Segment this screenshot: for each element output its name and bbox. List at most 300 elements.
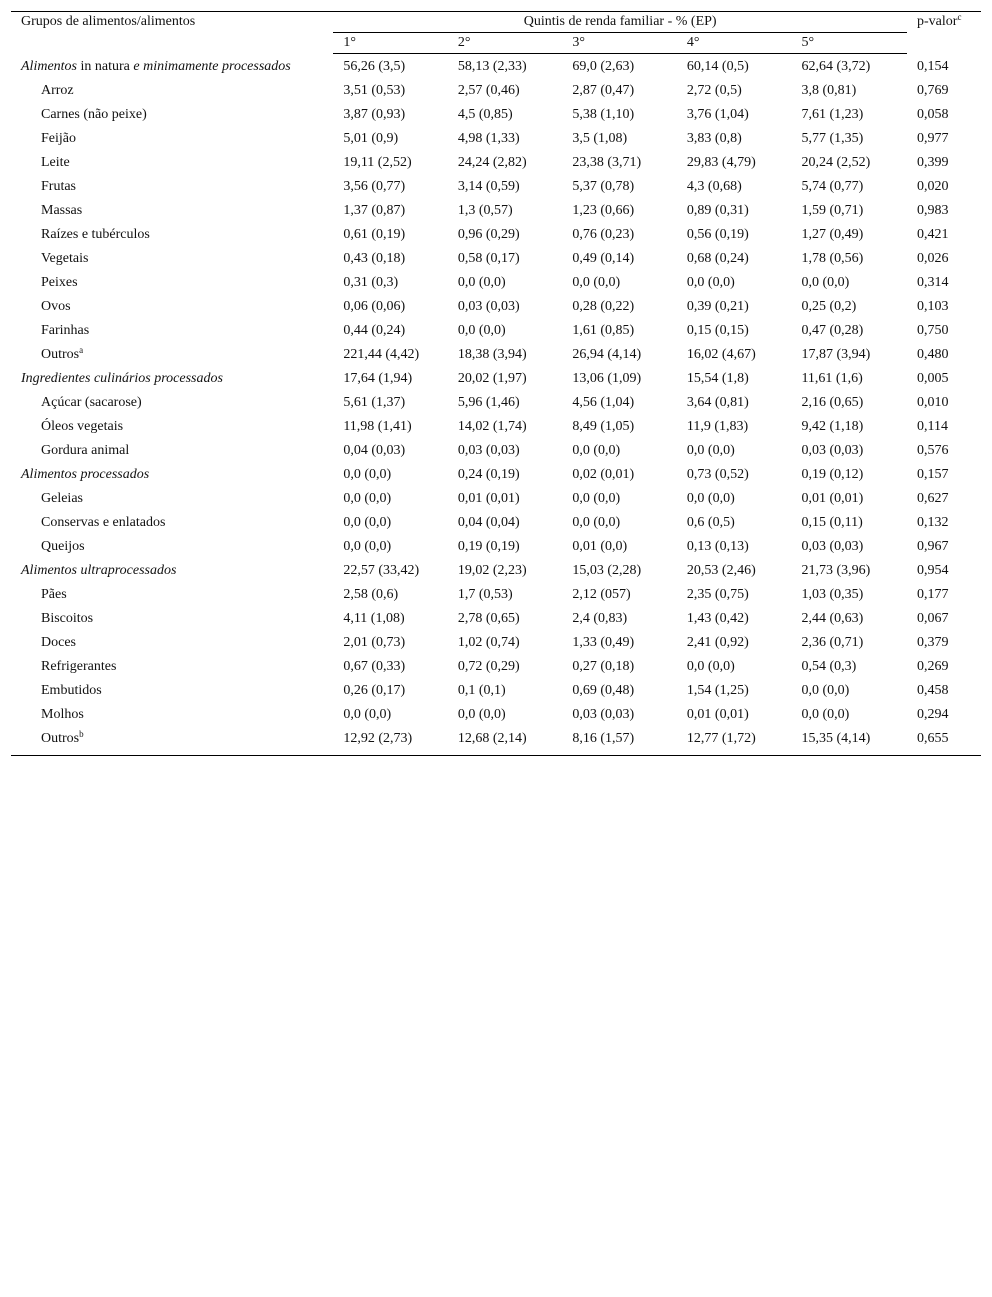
food-label [11,607,333,631]
cell-value: 8,49 (1,05) [572,419,635,434]
quintile-4-cell [677,199,792,223]
pvalue-cell: 0,269 [917,659,949,674]
table-row [11,487,981,511]
pvalue-cell: 0,379 [917,635,949,650]
quintile-2-cell [448,535,563,559]
cell-value: 2,72 (0,5) [686,83,742,98]
cell-value: 20,24 (2,52) [801,155,871,170]
food-label [11,127,333,151]
cell-value: 4,56 (1,04) [572,395,635,410]
cell-value: 0,49 (0,14) [572,251,635,266]
quintile-2-cell [448,54,563,80]
group-label-part: in natura [77,58,134,74]
food-label-text: Óleos vegetais [41,419,124,434]
quintile-1-cell [333,607,448,631]
table-row [11,439,981,463]
cell-value: 1,3 (0,57) [457,203,513,218]
cell-value: 0,0 (0,0) [801,707,850,722]
quintile-4-cell [677,535,792,559]
quintile-3-cell [562,247,677,271]
quintile-1-cell [333,391,448,415]
table-row [11,127,981,151]
pvalue-cell: 0,627 [917,491,949,506]
pvalue-cell: 0,020 [917,179,949,194]
quintile-5-cell [791,271,907,295]
quintile-2-cell [448,487,563,511]
quintile-4-cell [677,391,792,415]
cell-value: 5,01 (0,9) [343,131,399,146]
quintile-3-cell [562,559,677,583]
cell-value: 19,11 (2,52) [343,155,412,170]
food-label-text: Conservas e enlatados [41,515,166,530]
cell-value: 0,0 (0,0) [572,443,621,458]
quintile-4-cell [677,367,792,391]
pvalue-cell: 0,177 [917,587,949,602]
group-label [11,54,333,80]
cell-value: 2,78 (0,65) [457,611,520,626]
quintile-2-cell [448,511,563,535]
food-label-text: Doces [41,635,76,650]
quintile-2-cell [448,391,563,415]
group-label: Ingredientes culinários processados [21,371,223,386]
footnote-marker: a [79,345,84,355]
cell-value: 4,11 (1,08) [343,611,405,626]
pvalue-cell: 0,132 [917,515,949,530]
cell-value: 0,28 (0,22) [572,299,635,314]
cell-value: 4,5 (0,85) [457,107,513,122]
quintile-2-cell [448,727,563,756]
cell-value: 0,15 (0,11) [801,515,863,530]
food-label-text: Pães [41,587,67,602]
cell-value: 13,06 (1,09) [572,371,642,386]
quintile-1-cell [333,343,448,367]
table-row [11,607,981,631]
quintile-4-cell [677,247,792,271]
cell-value: 60,14 (0,5) [686,59,749,74]
food-label-text: Frutas [41,179,76,194]
pvalue-cell: 0,480 [917,347,949,362]
quintile-2-cell [448,607,563,631]
cell-value: 0,43 (0,18) [343,251,406,266]
quintile-4-cell [677,271,792,295]
quintile-4-cell [677,223,792,247]
cell-value: 2,58 (0,6) [343,587,399,602]
cell-value: 56,26 (3,5) [343,59,406,74]
food-label [11,703,333,727]
cell-value: 26,94 (4,14) [572,347,642,362]
cell-value: 5,77 (1,35) [801,131,864,146]
food-label [11,439,333,463]
pvalue-cell: 0,769 [917,83,949,98]
cell-value: 15,35 (4,14) [801,731,871,746]
quintile-3-cell [562,199,677,223]
table-row [11,631,981,655]
cell-value: 5,74 (0,77) [801,179,864,194]
cell-value: 0,68 (0,24) [686,251,749,266]
food-label-text: Molhos [41,707,84,722]
food-label-text: Farinhas [41,323,90,338]
quintile-1-cell [333,247,448,271]
food-label [11,151,333,175]
cell-value: 5,38 (1,10) [572,107,635,122]
quintile-1-cell [333,655,448,679]
food-label [11,727,333,756]
pvalue-cell: 0,967 [917,539,949,554]
food-label-text: Outros [41,731,80,746]
group-label: Alimentos ultraprocessados [21,563,177,578]
cell-value: 18,38 (3,94) [457,347,527,362]
pvalue-cell: 0,005 [917,371,949,386]
pvalue-cell: 0,655 [907,727,981,756]
quintile-4-cell [677,631,792,655]
food-label [11,679,333,703]
quintile-5-cell [791,703,907,727]
quintile-2-cell [448,655,563,679]
table-row [11,655,981,679]
quintile-5-cell [791,175,907,199]
quintile-4-cell [677,655,792,679]
group-label: Alimentos processados [21,467,150,482]
quintile-1-cell [333,631,448,655]
cell-value: 3,56 (0,77) [343,179,406,194]
cell-value: 0,58 (0,17) [457,251,520,266]
table-row [11,727,981,756]
food-label-text: Outros [41,347,80,362]
quintile-3-cell [562,367,677,391]
cell-value: 0,0 (0,0) [686,659,735,674]
cell-value: 0,0 (0,0) [343,491,392,506]
cell-value: 0,0 (0,0) [343,515,392,530]
quintile-2-cell [448,463,563,487]
quintile-2-cell [448,367,563,391]
quintile-4-cell [677,679,792,703]
header-income-quintiles: Quintis de renda familiar - % (EP) [333,12,907,33]
quintile-5-cell [791,607,907,631]
quintile-5-cell [791,247,907,271]
pvalue-cell: 0,314 [917,275,949,290]
cell-value: 0,01 (0,01) [686,707,749,722]
table-row [11,199,981,223]
quintile-5-cell [791,343,907,367]
quintile-3-cell [562,295,677,319]
quintile-1-cell [333,415,448,439]
table-row [11,703,981,727]
cell-value: 1,27 (0,49) [801,227,864,242]
cell-value: 0,03 (0,03) [457,443,520,458]
cell-value: 1,7 (0,53) [457,587,513,602]
table-body [11,54,981,756]
quintile-2-cell [448,199,563,223]
quintile-1-cell [333,151,448,175]
quintile-3-cell [562,607,677,631]
quintile-3-cell [562,175,677,199]
quintile-2-cell [448,127,563,151]
cell-value: 0,0 (0,0) [572,491,621,506]
cell-value: 0,0 (0,0) [457,275,506,290]
cell-value: 69,0 (2,63) [572,59,635,74]
quintile-1-cell [333,679,448,703]
food-label [11,511,333,535]
cell-value: 14,02 (1,74) [457,419,527,434]
quintile-5-cell [791,511,907,535]
cell-value: 2,36 (0,71) [801,635,864,650]
quintile-3-cell [562,703,677,727]
food-label [11,271,333,295]
cell-value: 2,4 (0,83) [572,611,628,626]
cell-value: 3,83 (0,8) [686,131,742,146]
cell-value: 3,64 (0,81) [686,395,749,410]
table-row [11,103,981,127]
cell-value: 1,33 (0,49) [572,635,635,650]
quintile-1-cell [333,295,448,319]
food-label [11,175,333,199]
quintile-4-cell [677,607,792,631]
food-label-text: Queijos [41,539,85,554]
quintile-4-cell [677,79,792,103]
food-label-text: Feijão [41,131,76,146]
quintile-4-cell [677,343,792,367]
table-row [11,223,981,247]
quintile-5-cell [791,295,907,319]
cell-value: 3,51 (0,53) [343,83,406,98]
cell-value: 0,0 (0,0) [801,275,850,290]
quintile-5-cell [791,679,907,703]
quintile-5-cell [791,487,907,511]
cell-value: 2,87 (0,47) [572,83,635,98]
cell-value: 0,72 (0,29) [457,659,520,674]
header-quintile-3: 3° [562,33,677,54]
cell-value: 0,01 (0,01) [457,491,520,506]
quintile-5-cell [791,727,907,756]
table-row [11,679,981,703]
food-label [11,487,333,511]
cell-value: 0,15 (0,15) [686,323,749,338]
cell-value: 2,35 (0,75) [686,587,749,602]
cell-value: 3,5 (1,08) [572,131,628,146]
quintile-1-cell [333,463,448,487]
group-row [11,463,981,487]
group-label-part: e minimamente processados [133,58,291,74]
quintile-2-cell [448,703,563,727]
group-row [11,559,981,583]
quintile-3-cell [562,679,677,703]
quintile-5-cell [791,415,907,439]
cell-value: 3,8 (0,81) [801,83,857,98]
cell-value: 1,54 (1,25) [686,683,749,698]
cell-value: 0,1 (0,1) [457,683,506,698]
cell-value: 0,04 (0,03) [343,443,406,458]
quintile-5-cell [791,439,907,463]
cell-value: 0,13 (0,13) [686,539,749,554]
cell-value: 11,98 (1,41) [343,419,412,434]
quintile-2-cell [448,343,563,367]
cell-value: 2,01 (0,73) [343,635,406,650]
cell-value: 23,38 (3,71) [572,155,642,170]
cell-value: 0,56 (0,19) [686,227,749,242]
quintile-5-cell [791,391,907,415]
quintile-1-cell [333,223,448,247]
cell-value: 3,14 (0,59) [457,179,520,194]
cell-value: 0,69 (0,48) [572,683,635,698]
cell-value: 4,98 (1,33) [457,131,520,146]
quintile-2-cell [448,271,563,295]
food-label-text: Embutidos [41,683,102,698]
quintile-4-cell [677,559,792,583]
quintile-4-cell [677,127,792,151]
pvalue-cell: 0,977 [917,131,949,146]
cell-value: 1,37 (0,87) [343,203,406,218]
cell-value: 0,25 (0,2) [801,299,857,314]
table-row [11,79,981,103]
quintile-1-cell [333,583,448,607]
pvalue-cell: 0,103 [917,299,949,314]
table-row [11,391,981,415]
cell-value: 11,9 (1,83) [686,419,749,434]
quintile-4-cell [677,703,792,727]
table-row [11,271,981,295]
quintile-1-cell [333,439,448,463]
pvalue-cell: 0,058 [917,107,949,122]
pvalue-cell: 0,294 [917,707,949,722]
cell-value: 11,61 (1,6) [801,371,863,386]
pvalue-cell: 0,067 [917,611,949,626]
header-quintile-2: 2° [448,33,563,54]
cell-value: 0,24 (0,19) [457,467,520,482]
cell-value: 0,39 (0,21) [686,299,749,314]
quintile-1-cell [333,103,448,127]
quintile-1-cell [333,703,448,727]
quintile-2-cell [448,583,563,607]
quintile-3-cell [562,223,677,247]
quintile-4-cell [677,439,792,463]
quintile-1-cell [333,367,448,391]
food-label [11,247,333,271]
quintile-1-cell [333,511,448,535]
cell-value: 0,0 (0,0) [343,707,392,722]
quintile-5-cell [791,559,907,583]
cell-value: 0,26 (0,17) [343,683,406,698]
cell-value: 0,0 (0,0) [572,515,621,530]
quintile-1-cell [333,559,448,583]
cell-value: 0,0 (0,0) [343,539,392,554]
quintile-3-cell [562,727,677,756]
quintile-3-cell [562,415,677,439]
food-label-text: Vegetais [41,251,89,266]
quintile-3-cell [562,463,677,487]
table-row [11,583,981,607]
cell-value: 4,3 (0,68) [686,179,742,194]
cell-value: 1,03 (0,35) [801,587,864,602]
quintile-5-cell [791,223,907,247]
cell-value: 0,47 (0,28) [801,323,864,338]
cell-value: 0,0 (0,0) [457,707,506,722]
cell-value: 0,19 (0,12) [801,467,864,482]
cell-value: 20,53 (2,46) [686,563,756,578]
cell-value: 1,61 (0,85) [572,323,635,338]
cell-value: 1,59 (0,71) [801,203,864,218]
cell-value: 9,42 (1,18) [801,419,864,434]
quintile-3-cell [562,319,677,343]
quintile-2-cell [448,295,563,319]
cell-value: 0,06 (0,06) [343,299,406,314]
table-header [11,12,981,54]
quintile-3-cell [562,631,677,655]
cell-value: 0,03 (0,03) [801,539,864,554]
cell-value: 0,27 (0,18) [572,659,635,674]
quintile-4-cell [677,727,792,756]
food-label-text: Geleias [41,491,83,506]
cell-value: 20,02 (1,97) [457,371,527,386]
cell-value: 0,67 (0,33) [343,659,406,674]
quintile-1-cell [333,727,448,756]
cell-value: 0,0 (0,0) [457,323,506,338]
quintile-3-cell [562,54,677,80]
header-food-groups: Grupos de alimentos/alimentos [11,12,333,54]
table-row [11,319,981,343]
food-label [11,391,333,415]
cell-value: 0,6 (0,5) [686,515,735,530]
food-label [11,223,333,247]
cell-value: 12,68 (2,14) [457,731,527,746]
food-label [11,655,333,679]
food-label-text: Massas [41,203,83,218]
quintile-2-cell [448,559,563,583]
header-quintile-5: 5° [791,33,907,54]
table-row [11,535,981,559]
cell-value: 21,73 (3,96) [801,563,871,578]
header-pvalue [907,12,981,54]
cell-value: 0,19 (0,19) [457,539,520,554]
footnote-marker: b [79,729,84,739]
cell-value: 2,57 (0,46) [457,83,520,98]
quintile-1-cell [333,79,448,103]
quintile-2-cell [448,415,563,439]
quintile-3-cell [562,79,677,103]
cell-value: 15,03 (2,28) [572,563,642,578]
cell-value: 0,44 (0,24) [343,323,406,338]
cell-value: 0,0 (0,0) [686,491,735,506]
quintile-3-cell [562,103,677,127]
quintile-5-cell [791,103,907,127]
quintile-3-cell [562,127,677,151]
food-label [11,103,333,127]
quintile-3-cell [562,343,677,367]
cell-value: 0,0 (0,0) [801,683,850,698]
cell-value: 24,24 (2,82) [457,155,527,170]
quintile-4-cell [677,54,792,80]
header-pvalue-label: p-valor [917,14,958,29]
cell-value: 15,54 (1,8) [686,371,749,386]
cell-value: 0,0 (0,0) [572,275,621,290]
food-label [11,631,333,655]
food-label [11,343,333,367]
quintile-2-cell [448,103,563,127]
pvalue-cell: 0,010 [917,395,949,410]
food-label [11,319,333,343]
quintile-5-cell [791,631,907,655]
food-label [11,295,333,319]
cell-value: 3,76 (1,04) [686,107,749,122]
food-label-text: Peixes [41,275,78,290]
food-label-text: Carnes (não peixe) [41,107,147,122]
data-table [11,11,981,756]
quintile-2-cell [448,79,563,103]
cell-value: 0,03 (0,03) [572,707,635,722]
quintile-2-cell [448,223,563,247]
cell-value: 5,61 (1,37) [343,395,406,410]
cell-value: 2,12 (057) [572,587,631,602]
cell-value: 0,03 (0,03) [801,443,864,458]
